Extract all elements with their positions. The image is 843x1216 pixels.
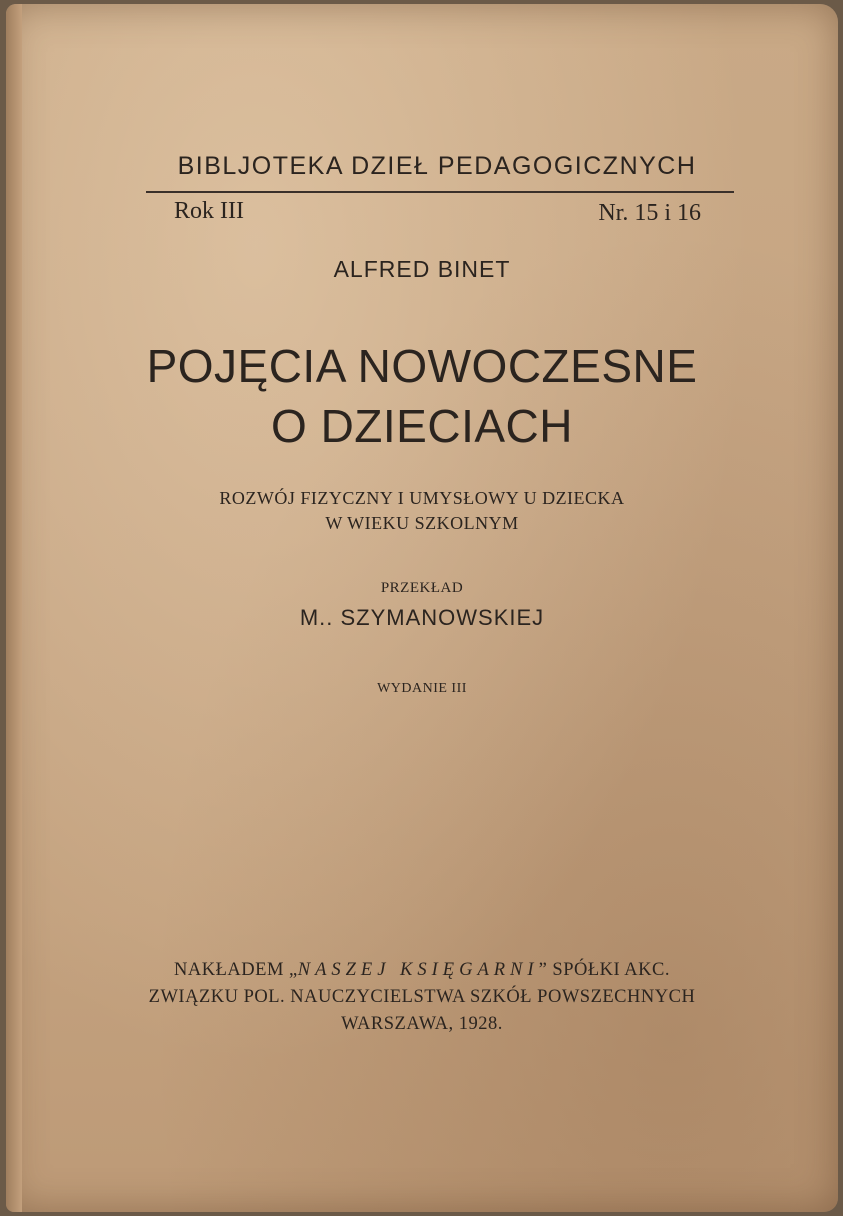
subtitle-line-2: W WIEKU SZKOLNYM — [325, 513, 519, 533]
publisher-block — [6, 957, 838, 1038]
title-line-2: O DZIECIACH — [271, 400, 573, 452]
subtitle-line-1: ROZWÓJ FIZYCZNY I UMYSŁOWY U DZIECKA — [219, 488, 625, 508]
publisher-suffix: ” SPÓŁKI AKC. — [538, 960, 670, 980]
title-line-1: POJĘCIA NOWOCZESNE — [146, 340, 698, 392]
series-divider — [146, 191, 734, 193]
translation-label: PRZEKŁAD — [380, 580, 464, 596]
publisher-prefix: NAKŁADEM „ — [174, 960, 298, 980]
publisher-line-1 — [6, 957, 838, 984]
edition-label: WYDANIE III — [377, 681, 467, 696]
series-year: Rok III — [174, 198, 244, 224]
book-title — [6, 336, 838, 456]
book-cover — [6, 4, 838, 1212]
translator-name: M.. SZYMANOWSKIEJ — [299, 605, 545, 630]
author-name: ALFRED BINET — [333, 256, 511, 282]
book-subtitle — [6, 486, 838, 536]
series-number: Nr. 15 i 16 — [598, 200, 701, 226]
publisher-line-3: WARSZAWA, 1928. — [341, 1014, 503, 1034]
publisher-name: NASZEJ KSIĘGARNI — [297, 960, 539, 980]
series-title: BIBLJOTEKA DZIEŁ PEDAGOGICZNYCH — [177, 152, 697, 180]
publisher-line-2: ZWIĄZKU POL. NAUCZYCIELSTWA SZKÓŁ POWSZECHNYCH — [148, 987, 696, 1007]
